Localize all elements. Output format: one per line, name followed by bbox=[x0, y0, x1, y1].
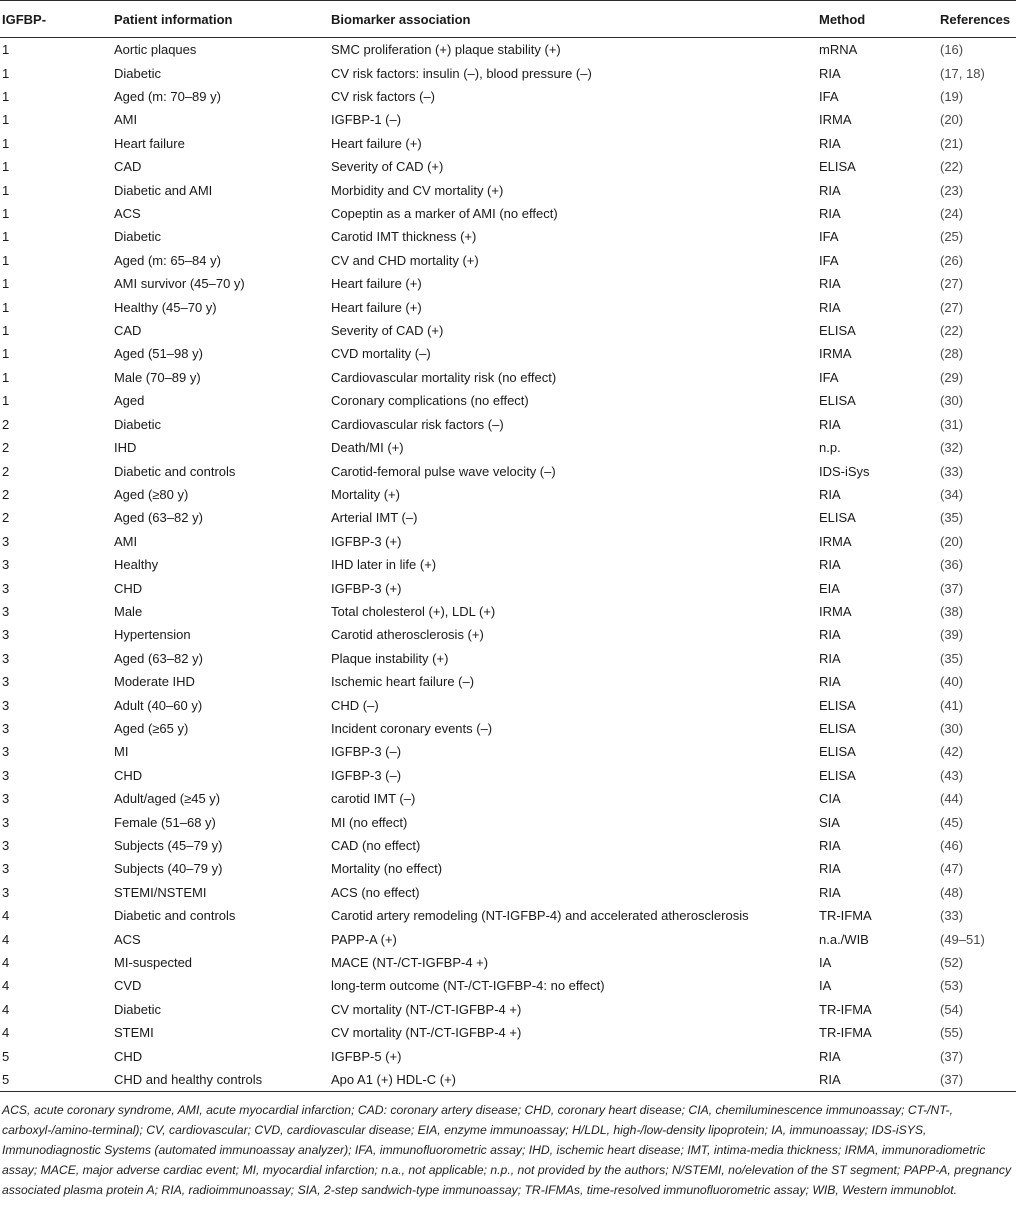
table-row bbox=[0, 740, 1016, 763]
cell-reference: (37) bbox=[940, 1048, 964, 1064]
cell-igfbp: 2 bbox=[2, 440, 10, 456]
cell-reference: (27) bbox=[940, 299, 964, 315]
cell-igfbp: 1 bbox=[2, 206, 10, 222]
cell-patient-information: Diabetic bbox=[114, 1001, 161, 1017]
cell-reference: (42) bbox=[940, 744, 964, 760]
table-row bbox=[0, 483, 1016, 506]
cell-reference: (23) bbox=[940, 182, 964, 198]
table-row bbox=[0, 413, 1016, 436]
cell-method: RIA bbox=[819, 416, 841, 432]
cell-reference: (27) bbox=[940, 276, 964, 292]
cell-igfbp: 4 bbox=[2, 1025, 10, 1041]
table-footnote: ACS, acute coronary syndrome, AMI, acute myocardial infarction; CAD: coronary artery disease; CHD, coronary heart disease; CIA, chemiluminescence immunoassay; CT-/NT-, carboxyl-/amino-terminal); CV, cardiovascular; CVD, cardiovascular disease; EIA, enzyme immunoassay; H/LDL, high-/low-density lipoprotein; IA, immunoassay; IDS-iSYS, Immunodiagnostic Systems (automated immunoassay analyzer); IFA, immunofluorometric assay; IHD, ischemic heart disease; IMT, intima-media thickness; IRMA, immunoradiometric assay; MACE, major adverse cardiac event; MI, myocardial infarction; n.a., not applicable; n.p., not provided by the authors; N/STEMI, no/elevation of the ST segment; PAPP-A, pregnancy associated plasma protein A; RIA, radioimmunoassay; SIA, 2-step sandwich-type immunoassay; TR-IFMAs, time-resolved immunofluorometric assay; WIB, Western immunoblot. bbox=[2, 1103, 1012, 1198]
cell-biomarker-association: Incident coronary events (–) bbox=[331, 720, 493, 736]
cell-biomarker-association: CV risk factors (–) bbox=[331, 89, 436, 105]
cell-patient-information: CHD bbox=[114, 767, 143, 783]
cell-reference: (33) bbox=[940, 908, 964, 924]
cell-reference: (36) bbox=[940, 557, 964, 573]
cell-reference: (19) bbox=[940, 89, 964, 105]
cell-method: RIA bbox=[819, 182, 841, 198]
cell-method: RIA bbox=[819, 838, 841, 854]
cell-method: TR-IFMA bbox=[819, 908, 872, 924]
table-row bbox=[0, 810, 1016, 833]
table-row bbox=[0, 951, 1016, 974]
cell-reference: (37) bbox=[938, 1068, 1016, 1092]
cell-patient-information: Aortic plaques bbox=[114, 42, 197, 58]
cell-method: RIA bbox=[819, 674, 841, 690]
cell-patient-information: STEMI bbox=[114, 1025, 154, 1041]
cell-biomarker-association: Heart failure (+) bbox=[331, 276, 422, 292]
cell-igfbp: 3 bbox=[2, 557, 10, 573]
cell-biomarker-association: Total cholesterol (+), LDL (+) bbox=[331, 603, 496, 619]
cell-igfbp: 1 bbox=[2, 276, 10, 292]
cell-reference: (28) bbox=[940, 346, 964, 362]
cell-biomarker-association: CHD (–) bbox=[331, 697, 379, 713]
cell-patient-information: Male (70–89 y) bbox=[114, 369, 201, 385]
cell-igfbp: 3 bbox=[2, 744, 10, 760]
table-row bbox=[0, 436, 1016, 459]
cell-igfbp: 4 bbox=[2, 978, 10, 994]
header-patient-information: Patient information bbox=[112, 1, 329, 38]
header-igfbp: IGFBP- bbox=[0, 1, 112, 38]
cell-method: IA bbox=[819, 955, 832, 971]
table-header bbox=[0, 1, 1016, 38]
cell-method: IFA bbox=[819, 369, 839, 385]
cell-patient-information: MI-suspected bbox=[114, 955, 193, 971]
table-row bbox=[0, 600, 1016, 623]
cell-patient-information: Moderate IHD bbox=[114, 674, 195, 690]
cell-reference: (33) bbox=[940, 463, 964, 479]
table-row bbox=[0, 1021, 1016, 1044]
cell-biomarker-association: Morbidity and CV mortality (+) bbox=[331, 182, 504, 198]
cell-biomarker-association: CV mortality (NT-/CT-IGFBP-4 +) bbox=[331, 1001, 522, 1017]
cell-biomarker-association: Death/MI (+) bbox=[331, 440, 404, 456]
cell-igfbp: 3 bbox=[2, 697, 10, 713]
cell-patient-information: Diabetic bbox=[114, 65, 161, 81]
cell-method: n.p. bbox=[819, 440, 841, 456]
cell-reference: (25) bbox=[940, 229, 964, 245]
table-row bbox=[0, 506, 1016, 529]
cell-biomarker-association: IGFBP-1 (–) bbox=[331, 112, 402, 128]
cell-method: ELISA bbox=[819, 159, 856, 175]
cell-patient-information: CHD and healthy controls bbox=[112, 1068, 329, 1092]
cell-method: IFA bbox=[819, 229, 839, 245]
cell-reference: (53) bbox=[940, 978, 964, 994]
cell-igfbp: 5 bbox=[0, 1068, 112, 1092]
cell-patient-information: Diabetic and AMI bbox=[114, 182, 213, 198]
cell-igfbp: 1 bbox=[2, 252, 10, 268]
cell-biomarker-association: CV and CHD mortality (+) bbox=[331, 252, 479, 268]
cell-method: RIA bbox=[819, 486, 841, 502]
table-row bbox=[0, 927, 1016, 950]
cell-igfbp: 4 bbox=[2, 1001, 10, 1017]
cell-igfbp: 3 bbox=[2, 814, 10, 830]
table-row bbox=[0, 366, 1016, 389]
cell-reference: (37) bbox=[940, 580, 964, 596]
cell-patient-information: Aged (63–82 y) bbox=[114, 650, 203, 666]
table-row bbox=[0, 132, 1016, 155]
cell-biomarker-association: Mortality (no effect) bbox=[331, 861, 443, 877]
cell-biomarker-association: IGFBP-3 (–) bbox=[331, 744, 402, 760]
cell-biomarker-association: Apo A1 (+) HDL-C (+) bbox=[329, 1068, 817, 1092]
cell-patient-information: AMI bbox=[114, 112, 138, 128]
cell-biomarker-association: Heart failure (+) bbox=[331, 135, 422, 151]
cell-patient-information: Aged (m: 65–84 y) bbox=[114, 252, 221, 268]
cell-biomarker-association: PAPP-A (+) bbox=[331, 931, 397, 947]
cell-igfbp: 2 bbox=[2, 463, 10, 479]
cell-method: ELISA bbox=[819, 323, 856, 339]
cell-biomarker-association: Carotid artery remodeling (NT-IGFBP-4) and accelerated atherosclerosis bbox=[331, 908, 749, 924]
cell-igfbp: 1 bbox=[2, 299, 10, 315]
cell-patient-information: Aged (m: 70–89 y) bbox=[114, 89, 221, 105]
cell-patient-information: Diabetic bbox=[114, 229, 161, 245]
cell-biomarker-association: Carotid atherosclerosis (+) bbox=[331, 627, 484, 643]
header-row bbox=[0, 1, 1016, 38]
cell-reference: (30) bbox=[940, 720, 964, 736]
cell-biomarker-association: Severity of CAD (+) bbox=[331, 323, 444, 339]
cell-patient-information: Male bbox=[114, 603, 143, 619]
table-row bbox=[0, 1044, 1016, 1067]
table-row bbox=[0, 202, 1016, 225]
cell-patient-information: ACS bbox=[114, 931, 141, 947]
cell-patient-information: Adult (40–60 y) bbox=[114, 697, 203, 713]
header-method: Method bbox=[817, 1, 938, 38]
cell-method: RIA bbox=[819, 627, 841, 643]
cell-biomarker-association: IGFBP-3 (+) bbox=[331, 580, 402, 596]
cell-reference: (46) bbox=[940, 838, 964, 854]
cell-method: RIA bbox=[819, 206, 841, 222]
cell-reference: (54) bbox=[940, 1001, 964, 1017]
cell-method: IRMA bbox=[819, 603, 852, 619]
cell-biomarker-association: CVD mortality (–) bbox=[331, 346, 431, 362]
cell-reference: (35) bbox=[940, 510, 964, 526]
cell-igfbp: 4 bbox=[2, 955, 10, 971]
cell-method: ELISA bbox=[819, 697, 856, 713]
cell-biomarker-association: Cardiovascular mortality risk (no effect) bbox=[331, 369, 557, 385]
table-row bbox=[0, 249, 1016, 272]
cell-method: RIA bbox=[817, 1068, 938, 1092]
cell-biomarker-association: Copeptin as a marker of AMI (no effect) bbox=[331, 206, 558, 222]
cell-igfbp: 1 bbox=[2, 65, 10, 81]
cell-biomarker-association: IHD later in life (+) bbox=[331, 557, 437, 573]
cell-igfbp: 1 bbox=[2, 346, 10, 362]
cell-reference: (39) bbox=[940, 627, 964, 643]
cell-biomarker-association: Heart failure (+) bbox=[331, 299, 422, 315]
cell-patient-information: Diabetic and controls bbox=[114, 463, 236, 479]
cell-method: ELISA bbox=[819, 720, 856, 736]
cell-biomarker-association: Arterial IMT (–) bbox=[331, 510, 418, 526]
cell-patient-information: Aged bbox=[114, 393, 145, 409]
cell-biomarker-association: Ischemic heart failure (–) bbox=[331, 674, 475, 690]
cell-biomarker-association: carotid IMT (–) bbox=[331, 791, 416, 807]
table-row bbox=[0, 857, 1016, 880]
cell-method: IA bbox=[819, 978, 832, 994]
cell-igfbp: 1 bbox=[2, 42, 10, 58]
cell-patient-information: Aged (≥65 y) bbox=[114, 720, 189, 736]
cell-method: IDS-iSys bbox=[819, 463, 870, 479]
cell-reference: (26) bbox=[940, 252, 964, 268]
cell-method: IFA bbox=[819, 89, 839, 105]
cell-reference: (41) bbox=[940, 697, 964, 713]
table-row bbox=[0, 61, 1016, 84]
cell-method: RIA bbox=[819, 861, 841, 877]
cell-igfbp: 4 bbox=[2, 908, 10, 924]
cell-biomarker-association: Severity of CAD (+) bbox=[331, 159, 444, 175]
cell-reference: (52) bbox=[940, 955, 964, 971]
cell-method: SIA bbox=[819, 814, 840, 830]
table-row bbox=[0, 295, 1016, 318]
cell-igfbp: 5 bbox=[2, 1048, 10, 1064]
header-references: References bbox=[938, 1, 1016, 38]
cell-igfbp: 3 bbox=[2, 627, 10, 643]
table-row bbox=[0, 389, 1016, 412]
cell-reference: (49–51) bbox=[940, 931, 985, 947]
cell-reference: (55) bbox=[940, 1025, 964, 1041]
cell-reference: (31) bbox=[940, 416, 964, 432]
cell-method: RIA bbox=[819, 299, 841, 315]
cell-method: ELISA bbox=[819, 510, 856, 526]
cell-method: ELISA bbox=[819, 744, 856, 760]
cell-patient-information: Aged (63–82 y) bbox=[114, 510, 203, 526]
cell-igfbp: 1 bbox=[2, 229, 10, 245]
cell-patient-information: Adult/aged (≥45 y) bbox=[114, 791, 221, 807]
cell-patient-information: IHD bbox=[114, 440, 137, 456]
cell-patient-information: AMI survivor (45–70 y) bbox=[114, 276, 245, 292]
table-row bbox=[0, 623, 1016, 646]
cell-patient-information: AMI bbox=[114, 533, 138, 549]
cell-igfbp: 1 bbox=[2, 89, 10, 105]
cell-biomarker-association: MACE (NT-/CT-IGFBP-4 +) bbox=[331, 955, 489, 971]
cell-reference: (48) bbox=[940, 884, 964, 900]
cell-reference: (22) bbox=[940, 323, 964, 339]
cell-igfbp: 3 bbox=[2, 884, 10, 900]
cell-patient-information: CAD bbox=[114, 323, 142, 339]
cell-biomarker-association: IGFBP-5 (+) bbox=[331, 1048, 402, 1064]
cell-reference: (44) bbox=[940, 791, 964, 807]
cell-patient-information: CAD bbox=[114, 159, 142, 175]
cell-igfbp: 3 bbox=[2, 603, 10, 619]
table-row bbox=[0, 787, 1016, 810]
cell-reference: (34) bbox=[940, 486, 964, 502]
cell-biomarker-association: Carotid IMT thickness (+) bbox=[331, 229, 477, 245]
cell-igfbp: 3 bbox=[2, 838, 10, 854]
table-row bbox=[0, 459, 1016, 482]
cell-patient-information: Female (51–68 y) bbox=[114, 814, 216, 830]
cell-method: IRMA bbox=[819, 533, 852, 549]
table-row bbox=[0, 834, 1016, 857]
cell-method: RIA bbox=[819, 276, 841, 292]
cell-reference: (30) bbox=[940, 393, 964, 409]
cell-biomarker-association: IGFBP-3 (–) bbox=[331, 767, 402, 783]
cell-biomarker-association: CV risk factors: insulin (–), blood pressure (–) bbox=[331, 65, 592, 81]
cell-reference: (24) bbox=[940, 206, 964, 222]
cell-method: RIA bbox=[819, 650, 841, 666]
cell-igfbp: 3 bbox=[2, 767, 10, 783]
cell-method: mRNA bbox=[819, 42, 858, 58]
table-row bbox=[0, 553, 1016, 576]
table-row bbox=[0, 178, 1016, 201]
cell-biomarker-association: CAD (no effect) bbox=[331, 838, 421, 854]
table-body bbox=[0, 38, 1016, 1092]
cell-igfbp: 3 bbox=[2, 580, 10, 596]
cell-method: ELISA bbox=[819, 393, 856, 409]
cell-biomarker-association: ACS (no effect) bbox=[331, 884, 420, 900]
cell-patient-information: Subjects (45–79 y) bbox=[114, 838, 223, 854]
cell-biomarker-association: Coronary complications (no effect) bbox=[331, 393, 529, 409]
cell-reference: (35) bbox=[940, 650, 964, 666]
cell-patient-information: MI bbox=[114, 744, 129, 760]
table-row bbox=[0, 319, 1016, 342]
cell-patient-information: Diabetic bbox=[114, 416, 161, 432]
cell-biomarker-association: long-term outcome (NT-/CT-IGFBP-4: no effect) bbox=[331, 978, 605, 994]
cell-patient-information: Healthy bbox=[114, 557, 159, 573]
cell-igfbp: 1 bbox=[2, 182, 10, 198]
cell-patient-information: Diabetic and controls bbox=[114, 908, 236, 924]
cell-method: RIA bbox=[819, 557, 841, 573]
cell-method: TR-IFMA bbox=[819, 1025, 872, 1041]
cell-igfbp: 1 bbox=[2, 135, 10, 151]
cell-method: ELISA bbox=[819, 767, 856, 783]
cell-method: RIA bbox=[819, 884, 841, 900]
cell-method: CIA bbox=[819, 791, 841, 807]
cell-igfbp: 2 bbox=[2, 416, 10, 432]
table-row bbox=[0, 974, 1016, 997]
cell-igfbp: 3 bbox=[2, 791, 10, 807]
cell-patient-information: Aged (≥80 y) bbox=[114, 486, 189, 502]
table-row bbox=[0, 272, 1016, 295]
cell-reference: (38) bbox=[940, 603, 964, 619]
cell-method: TR-IFMA bbox=[819, 1001, 872, 1017]
table-row bbox=[0, 1068, 1016, 1092]
cell-reference: (43) bbox=[940, 767, 964, 783]
table-row bbox=[0, 225, 1016, 248]
cell-igfbp: 3 bbox=[2, 720, 10, 736]
table-row bbox=[0, 576, 1016, 599]
table-row bbox=[0, 717, 1016, 740]
cell-patient-information: CVD bbox=[114, 978, 142, 994]
cell-method: IRMA bbox=[819, 346, 852, 362]
cell-patient-information: CHD bbox=[114, 1048, 143, 1064]
cell-biomarker-association: MI (no effect) bbox=[331, 814, 408, 830]
cell-patient-information: ACS bbox=[114, 206, 141, 222]
cell-igfbp: 2 bbox=[2, 510, 10, 526]
cell-reference: (22) bbox=[940, 159, 964, 175]
table-row bbox=[0, 155, 1016, 178]
table-row bbox=[0, 38, 1016, 62]
cell-igfbp: 3 bbox=[2, 861, 10, 877]
cell-method: n.a./WIB bbox=[819, 931, 869, 947]
cell-igfbp: 2 bbox=[2, 486, 10, 502]
cell-reference: (32) bbox=[940, 440, 964, 456]
cell-igfbp: 1 bbox=[2, 112, 10, 128]
cell-method: RIA bbox=[819, 135, 841, 151]
cell-biomarker-association: Carotid-femoral pulse wave velocity (–) bbox=[331, 463, 556, 479]
cell-biomarker-association: Mortality (+) bbox=[331, 486, 400, 502]
table-row bbox=[0, 904, 1016, 927]
cell-reference: (20) bbox=[940, 112, 964, 128]
cell-biomarker-association: IGFBP-3 (+) bbox=[331, 533, 402, 549]
cell-patient-information: CHD bbox=[114, 580, 143, 596]
cell-igfbp: 3 bbox=[2, 650, 10, 666]
cell-reference: (16) bbox=[940, 42, 964, 58]
table-row bbox=[0, 647, 1016, 670]
cell-method: IFA bbox=[819, 252, 839, 268]
cell-reference: (47) bbox=[940, 861, 964, 877]
cell-igfbp: 4 bbox=[2, 931, 10, 947]
cell-reference: (45) bbox=[940, 814, 964, 830]
cell-reference: (40) bbox=[940, 674, 964, 690]
cell-patient-information: Heart failure bbox=[114, 135, 185, 151]
cell-method: RIA bbox=[819, 1048, 841, 1064]
cell-method: IRMA bbox=[819, 112, 852, 128]
cell-reference: (29) bbox=[940, 369, 964, 385]
table-row bbox=[0, 764, 1016, 787]
table-row bbox=[0, 881, 1016, 904]
cell-patient-information: Aged (51–98 y) bbox=[114, 346, 203, 362]
cell-igfbp: 3 bbox=[2, 674, 10, 690]
cell-igfbp: 1 bbox=[2, 393, 10, 409]
table-row bbox=[0, 108, 1016, 131]
cell-patient-information: STEMI/NSTEMI bbox=[114, 884, 207, 900]
table-row bbox=[0, 85, 1016, 108]
cell-reference: (17, 18) bbox=[940, 65, 985, 81]
cell-igfbp: 1 bbox=[2, 159, 10, 175]
cell-reference: (20) bbox=[940, 533, 964, 549]
table-row bbox=[0, 670, 1016, 693]
cell-igfbp: 1 bbox=[2, 323, 10, 339]
cell-igfbp: 3 bbox=[2, 533, 10, 549]
table-row bbox=[0, 998, 1016, 1021]
cell-reference: (21) bbox=[940, 135, 964, 151]
header-biomarker-association: Biomarker association bbox=[329, 1, 817, 38]
cell-igfbp: 1 bbox=[2, 369, 10, 385]
cell-biomarker-association: CV mortality (NT-/CT-IGFBP-4 +) bbox=[331, 1025, 522, 1041]
cell-patient-information: Subjects (40–79 y) bbox=[114, 861, 223, 877]
cell-patient-information: Hypertension bbox=[114, 627, 191, 643]
cell-patient-information: Healthy (45–70 y) bbox=[114, 299, 217, 315]
cell-method: RIA bbox=[819, 65, 841, 81]
table-row bbox=[0, 693, 1016, 716]
cell-biomarker-association: Plaque instability (+) bbox=[331, 650, 449, 666]
cell-method: EIA bbox=[819, 580, 840, 596]
table-row bbox=[0, 342, 1016, 365]
table-row bbox=[0, 530, 1016, 553]
cell-biomarker-association: Cardiovascular risk factors (–) bbox=[331, 416, 504, 432]
cell-biomarker-association: SMC proliferation (+) plaque stability (+) bbox=[331, 42, 561, 58]
